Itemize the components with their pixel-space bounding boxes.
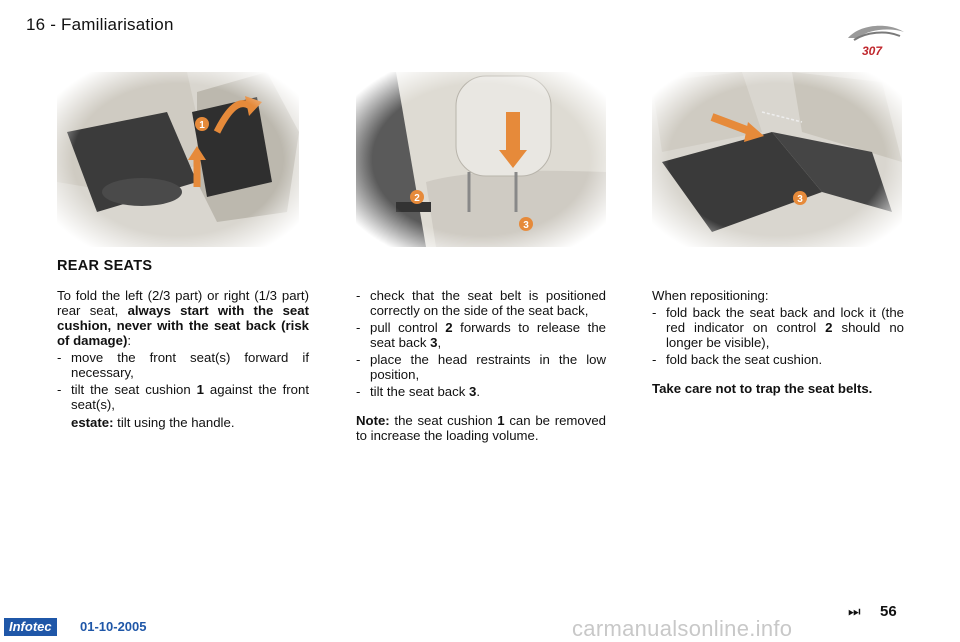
repositioning-intro: When repositioning: — [652, 288, 769, 303]
page-title: 16 - Familiarisation — [26, 15, 174, 34]
illustration-head-restraint — [356, 72, 606, 247]
watermark: carmanualsonline.info — [572, 616, 793, 641]
list-item: - pull control 2 forwards to release the seat back 3, — [356, 320, 606, 350]
section-title: REAR SEATS — [57, 258, 153, 274]
logo-text: 307 — [862, 44, 883, 58]
list-item: - move the front seat(s) forward if necessary, — [57, 350, 309, 380]
list-item: - fold back the seat back and lock it (the red indicator on control 2 should no longer be visible), — [652, 305, 905, 350]
note-paragraph: Note: the seat cushion 1 can be removed to increase the loading volume. — [356, 413, 607, 443]
column-2 — [356, 288, 606, 443]
intro-paragraph: To fold the left (2/3 part) or right (1/3 part) rear seat, always start with the seat cushion, never with the seat back (risk of damage): — [57, 288, 309, 348]
estate-note: estate: tilt using the handle. — [71, 415, 235, 430]
print-date: 01-10-2005 — [80, 619, 147, 634]
list-item: - check that the seat belt is positioned correctly on the side of the seat back, — [356, 288, 606, 318]
warning-paragraph: Take care not to trap the seat belts. — [652, 381, 873, 396]
list-item: - tilt the seat cushion 1 against the front seat(s), — [57, 382, 309, 412]
page-number: 56 — [880, 603, 897, 620]
list-item: - tilt the seat back 3. — [356, 384, 480, 399]
column-3 — [652, 288, 904, 396]
illustration-folded-seat — [652, 72, 902, 247]
illustration-seat-cushion — [57, 72, 299, 247]
list-item: - fold back the seat cushion. — [652, 352, 823, 367]
column-1 — [57, 288, 309, 430]
next-page-icon[interactable]: ⏭ — [848, 603, 861, 619]
infotec-badge: Infotec — [4, 618, 57, 636]
peugeot-307-logo — [840, 20, 910, 60]
list-item: - place the head restraints in the low position, — [356, 352, 606, 382]
